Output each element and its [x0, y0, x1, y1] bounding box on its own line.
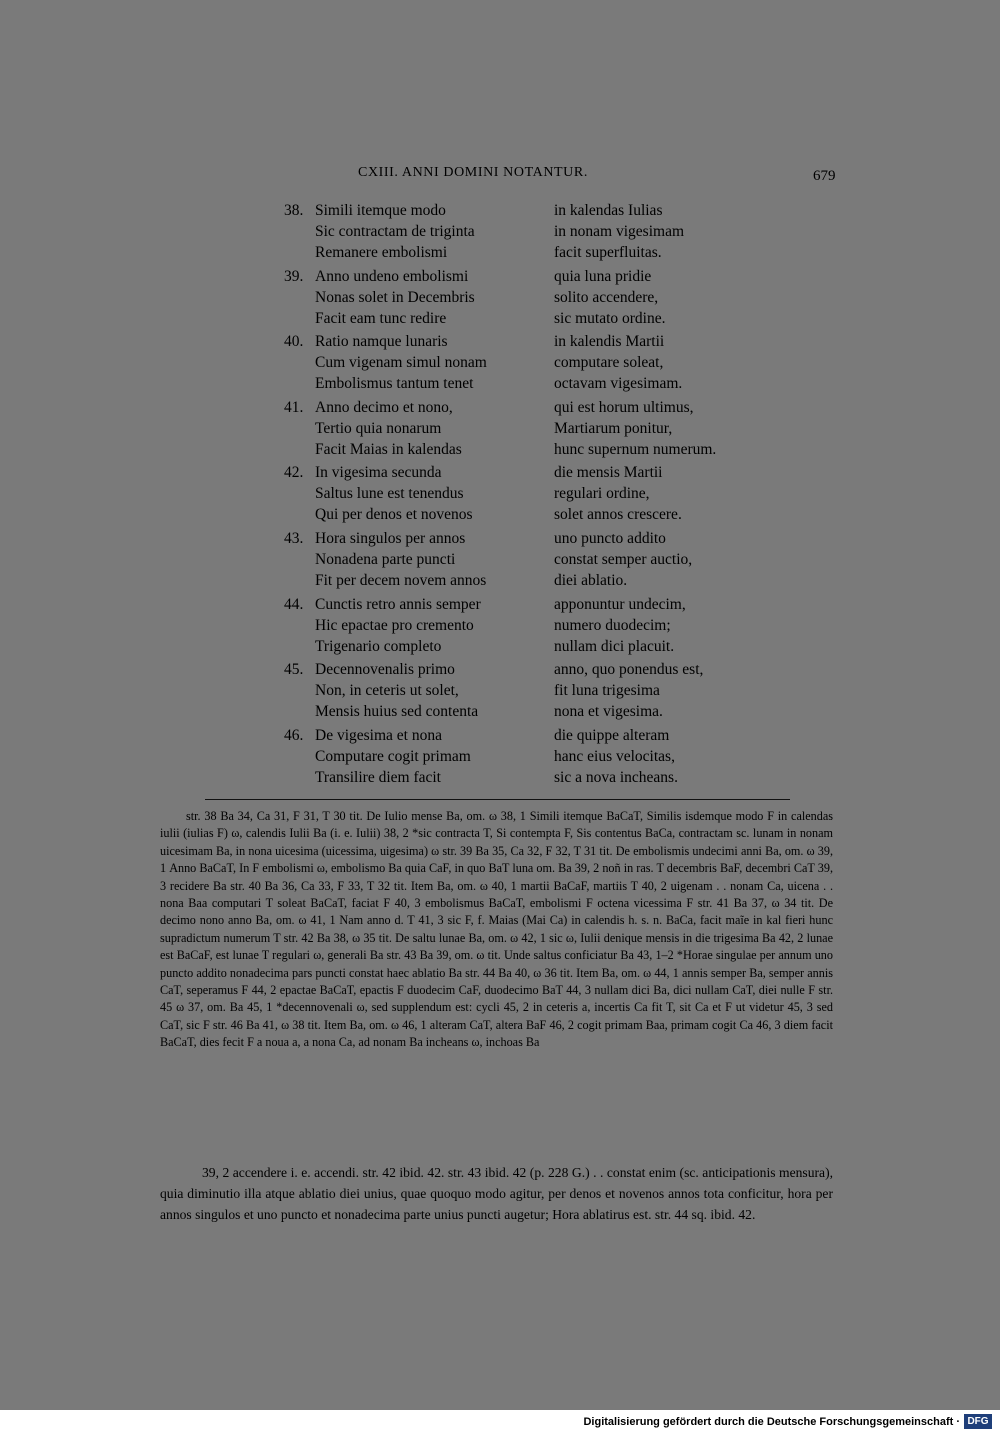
- verse-line-left: De vigesima et nona: [315, 726, 442, 744]
- stanza: [0, 528, 1000, 594]
- verse-line-left: Qui per denos et novenos: [315, 506, 473, 524]
- verse-line-left: Facit eam tunc redire: [315, 309, 447, 327]
- running-header: CXIII. ANNI DOMINI NOTANTUR.: [358, 165, 588, 180]
- stanza: [0, 397, 1000, 463]
- verse-line-right: fit luna trigesima: [554, 682, 660, 700]
- stanza-number: 45.: [284, 661, 304, 679]
- verse-line-right: in kalendis Martii: [554, 333, 665, 351]
- verse-line-right: quia luna pridie: [554, 267, 652, 285]
- verse-line-left: Cunctis retro annis semper: [315, 595, 481, 613]
- verse-line-left: Tertio quia nonarum: [315, 419, 442, 437]
- stanza: [0, 331, 1000, 397]
- verse-line-right: numero duodecim;: [554, 616, 671, 634]
- apparatus-text: str. 38 Ba 34, Ca 31, F 31, T 30 tit. De Iulio mense Ba, om. ω 38, 1 Simili itemque BaCaT, Similis isdemque modo F in calendas iulii (iulias F) ω, calendis Iulii Ba (i. e. Iulii) 38, 2 *sic contracta T, Si contempta F, Sis contentus BaCa, contractam sc. lunam in nonam uicesimam Ba, in nona uicesima (uicessima, uigesima) ω str. 39 Ba 35, Ca 32, F 32, T 31 tit. De embolismis undecimi anni Ba, om. ω 39, 1 Anno BaCaT, In F embolismi ω, embolismo Ba quia CaF, in quo BaT luna om. Ba 39, 2 noñ in ras. T decembris BaF, decembri CaT 39, 3 recidere Ba str. 40 Ba 36, Ca 33, F 33, T 32 tit. Item Ba, om. ω 40, 1 martii BaCaF, martiis T 40, 2 uigenam . . nonam Ca, uicena . . nona Baa computari T soleat BaCaT, faciat F 40, 3 embolismus BaCaT, embolismi F octena vicessima F str. 41 Ba 37, ω 34 tit. De decimo nono anno Ba, om. ω 41, 1 Nam anno d. T 41, 3 sic F, f. Maias (Mai Ca) in calendis h. s. n. BaCa, facit maĩe in kal fieri hunc supradictum numerum T str. 42 Ba 38, ω 35 tit. De saltu lunae Ba, om. ω 42, 1 sic ω, Iulii denique mensis in die trigesima Ba 42, 2 lunae est BaCaF, est lunae T regulari ω, generali Ba str. 43 Ba 39, om. ω tit. Unde saltus conficiatur Ba 43, 1–2 *Horae singulae per annum uno puncto addito nonadecima pars puncti constat haec ablatio Ba str. 44 Ba 40, ω 36 tit. Item Ba, om. ω 44, 1 annis semper Ba, semper annis CaT, seperamus F 44, 2 epactae BaCaT, epactis F duodecim CaF, duodecimo BaT 44, 3 nullam dici Ba, dici nullam CaT, diei nulle F str. 45 ω 37, om. Ba 45, 1 *decennovenali ω, sed supplendum est: cycli 45, 2 in ceteris a, incertis Ca fit T, sit Ca et F ut videtur 45, 3 sed CaT, sic F str. 46 Ba 41, ω 38 tit. Item Ba, om. ω 46, 1 alteram CaT, altera BaF 46, 2 cogit primam Baa, primam cogit Ca 46, 3 diem facit BaCaT, dies fecit F a noua a, a nona Ca, ad nonam Ba incheans ω, inchoas Ba: [160, 809, 833, 1050]
- verse-line-left: Hora singulos per annos: [315, 529, 466, 547]
- dfg-logo: DFG: [964, 1414, 992, 1429]
- verse-line-left: Mensis huius sed contenta: [315, 703, 479, 721]
- verse-line-right: nona et vigesima.: [554, 703, 663, 721]
- verse-line-left: Nonadena parte puncti: [315, 550, 456, 568]
- verse-line-left: Saltus lune est tenendus: [315, 485, 464, 503]
- stanza: [0, 266, 1000, 332]
- stanza-number: 38.: [284, 202, 304, 219]
- stanza-number: 42.: [284, 464, 304, 482]
- verse-line-right: apponuntur undecim,: [554, 595, 686, 613]
- poem: [0, 200, 1000, 790]
- verse-line-left: Nonas solet in Decembris: [315, 288, 475, 306]
- critical-apparatus: [160, 808, 833, 1052]
- verse-line-right: constat semper auctio,: [554, 550, 693, 568]
- verse-line-left: Decennovenalis primo: [315, 661, 455, 679]
- verse-line-left: Anno undeno embolismi: [315, 267, 469, 285]
- verse-line-right: hanc eius velocitas,: [554, 747, 675, 765]
- stanza-number: 39.: [284, 267, 304, 285]
- stanza: [0, 594, 1000, 660]
- verse-line-left: Trigenario completo: [315, 637, 442, 655]
- verse-line-right: uno puncto addito: [554, 529, 666, 547]
- stanza: [0, 725, 1000, 791]
- verse-line-left: Transilire diem facit: [315, 768, 441, 786]
- verse-line-left: Sic contractam de triginta: [315, 223, 475, 240]
- verse-line-right: diei ablatio.: [554, 571, 628, 589]
- verse-line-right: facit superfluitas.: [554, 244, 662, 261]
- verse-line-left: Simili itemque modo: [315, 202, 446, 219]
- verse-line-right: die mensis Martii: [554, 464, 663, 482]
- verse-line-right: computare soleat,: [554, 354, 664, 372]
- commentary: [160, 1162, 833, 1226]
- verse-line-right: sic mutato ordine.: [554, 309, 666, 327]
- verse-line-left: Fit per decem novem annos: [315, 571, 487, 589]
- verse-line-right: in nonam vigesimam: [554, 223, 685, 240]
- verse-line-right: anno, quo ponendus est,: [554, 661, 704, 679]
- verse-line-right: solet annos crescere.: [554, 506, 682, 524]
- page-number: 679: [813, 168, 836, 184]
- verse-line-right: qui est horum ultimus,: [554, 398, 694, 416]
- stanza-number: 40.: [284, 333, 304, 351]
- stanza-number: 41.: [284, 398, 304, 416]
- verse-line-right: die quippe alteram: [554, 726, 670, 744]
- verse-line-left: In vigesima secunda: [315, 464, 442, 482]
- verse-line-left: Anno decimo et nono,: [315, 398, 453, 416]
- verse-line-left: Ratio namque lunaris: [315, 333, 448, 351]
- verse-line-right: octavam vigesimam.: [554, 375, 683, 393]
- stanza-number: 43.: [284, 529, 304, 547]
- stanza-number: 46.: [284, 726, 304, 744]
- verse-line-left: Facit Maias in kalendas: [315, 440, 462, 458]
- stanza-number: 44.: [284, 595, 304, 613]
- verse-line-left: Hic epactae pro cremento: [315, 616, 474, 634]
- verse-line-right: solito accendere,: [554, 288, 659, 306]
- verse-line-left: Cum vigenam simul nonam: [315, 354, 487, 372]
- funding-notice: Digitalisierung gefördert durch die Deutsche Forschungsgemeinschaft ·: [583, 1416, 960, 1428]
- verse-line-right: sic a nova incheans.: [554, 768, 678, 786]
- stanza: [0, 462, 1000, 528]
- footnote-divider: [205, 799, 790, 800]
- verse-line-right: Martiarum ponitur,: [554, 419, 673, 437]
- verse-line-right: nullam dici placuit.: [554, 637, 675, 655]
- verse-line-left: Remanere embolismi: [315, 244, 448, 261]
- commentary-text: 39, 2 accendere i. e. accendi. str. 42 ibid. 42. str. 43 ibid. 42 (p. 228 G.) . . constat enim (sc. anticipationis mensura), quia diminutio illa atque ablatio diei unius, quae quoquo modo agitur, per denos et novenos annos tota conficitur, hora per annos singulos et uno puncto et nonadecima parte unius puncti augetur; Hora ablatirus est. str. 44 sq. ibid. 42.: [160, 1165, 833, 1223]
- stanza: [0, 200, 1000, 266]
- verse-line-left: Non, in ceteris ut solet,: [315, 682, 459, 700]
- verse-line-right: hunc supernum numerum.: [554, 440, 717, 458]
- verse-line-right: regulari ordine,: [554, 485, 650, 503]
- footer-bar: [0, 1410, 1000, 1434]
- verse-line-right: in kalendas Iulias: [554, 202, 663, 219]
- verse-line-left: Embolismus tantum tenet: [315, 375, 474, 393]
- stanza: [0, 659, 1000, 725]
- verse-line-left: Computare cogit primam: [315, 747, 471, 765]
